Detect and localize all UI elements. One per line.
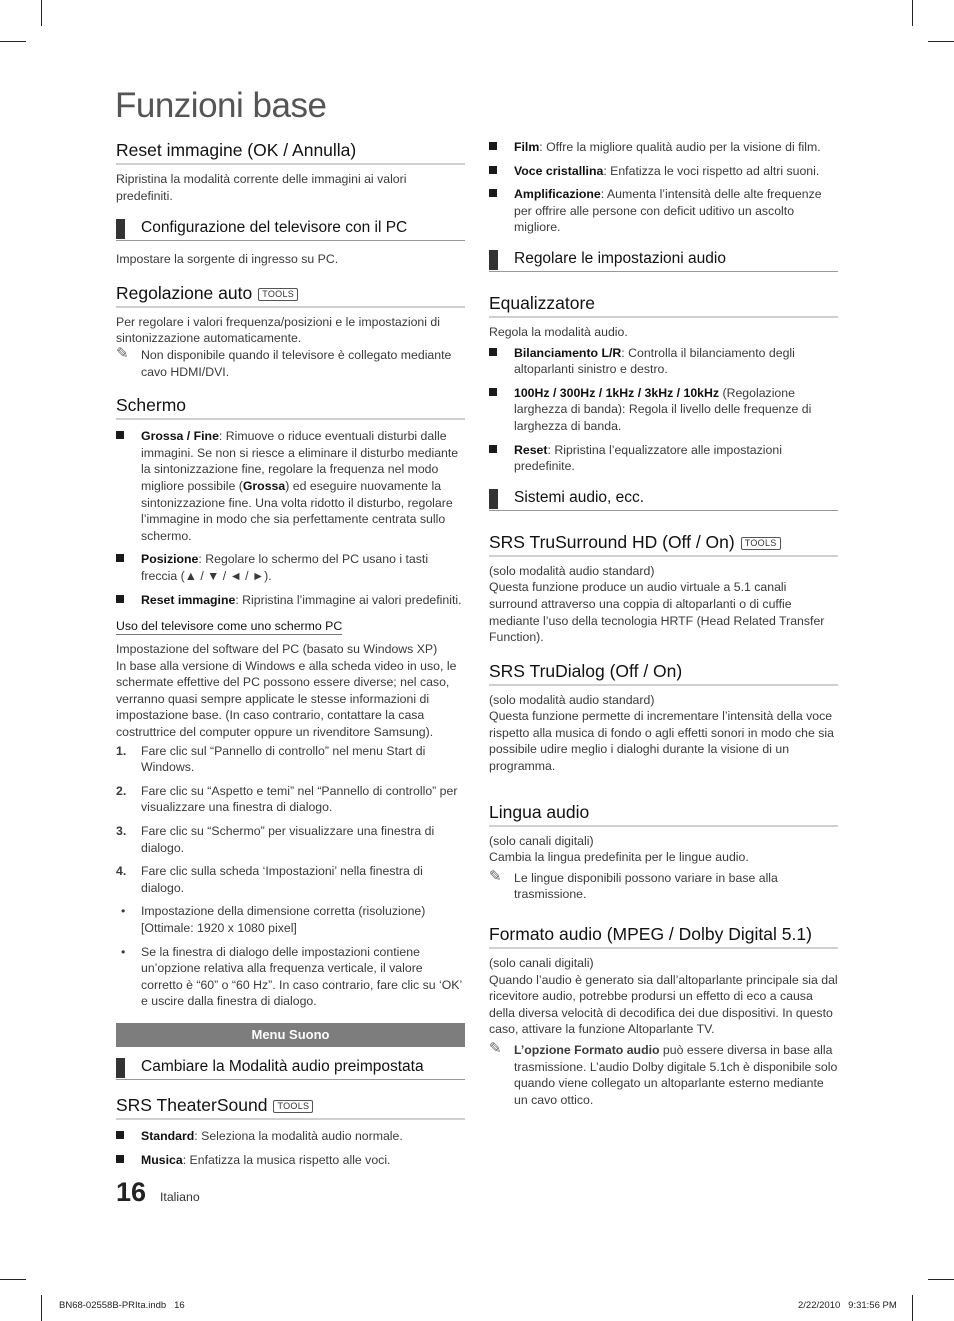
section-heading-auto: Regolazione auto TOOLS: [116, 282, 465, 308]
note: ✎ Non disponibile quando il televisore è collegato mediante cavo HDMI/DVI.: [116, 344, 452, 379]
note: ✎ Le lingue disponibili possono variare in base alla trasmissione.: [489, 867, 778, 902]
crop-mark: [41, 0, 42, 26]
heading-bar-icon: [489, 489, 498, 509]
mode-note: (solo modalità audio standard): [489, 692, 655, 707]
right-column: [489, 139, 838, 1116]
paragraph: Impostare la sorgente di ingresso su PC.: [116, 252, 339, 267]
subsection-heading-regolare: Regolare le impostazioni audio: [489, 249, 838, 272]
numbered-step: 1. Fare clic sul “Pannello di controllo” nel menu Start di Windows.: [116, 743, 426, 775]
crop-mark: [0, 1279, 26, 1280]
crop-mark: [912, 1295, 913, 1321]
section-heading-reset: Reset immagine (OK / Annulla): [116, 139, 465, 165]
page-number: 16: [116, 1177, 147, 1207]
bullet-dot-icon: •: [121, 944, 126, 959]
paragraph: Regola la modalità audio.: [489, 324, 628, 339]
bullet-square-icon: [116, 431, 124, 439]
list-item: Film: Offre la migliore qualità audio per la visione di film.: [489, 139, 838, 156]
list-item: Musica: Enfatizza la musica rispetto alle voci.: [116, 1152, 465, 1169]
subsection-heading-pc: Configurazione del televisore con il PC: [116, 218, 465, 241]
list-item: Amplificazione: Aumenta l’intensità delle alte frequenze per offrire alle persone con deficit uditivo un ascolto migliore.: [489, 186, 838, 236]
bullet-square-icon: [489, 189, 497, 197]
list-item: Posizione: Regolare lo schermo del PC usano i tasti freccia (▲ / ▼ / ◄ / ►).: [116, 551, 465, 584]
list-item: Grossa / Fine: Rimuove o riduce eventuali disturbi dalle immagini. Se non si riesce a eliminare il disturbo mediante la sintonizzazione fine, regolare la frequenza nel modo migliore possibile (Grossa) ed eseguire nuovamente la sintonizzazione fine. Una volta ridotto il disturbo, regolare l’immagine in modo che sia perfettamente centrata sullo schermo.: [116, 428, 465, 544]
dot-item: • Se la finestra di dialogo delle impostazioni contiene un’opzione relativa alla frequenza verticale, il valore corretto è “60” o “60 Hz”. In caso contrario, fare clic su ‘OK’ e uscire dalla finestra di dialogo.: [121, 944, 462, 1009]
dot-item: • Impostazione della dimensione corretta (risoluzione) [Ottimale: 1920 x 1080 pixel]: [121, 904, 426, 935]
paragraph: In base alla versione di Windows e alla scheda video in uso, le schermate effettive del PC possono essere diverse; nel caso, verranno quasi sempre applicate le stesse informazioni di impostazione base. (In caso contrario, contattare la casa costruttrice del computer oppure un rivenditore Samsung).: [116, 658, 457, 740]
list-item: Standard: Seleziona la modalità audio normale.: [116, 1128, 465, 1145]
pencil-note-icon: ✎: [489, 867, 502, 885]
bullet-square-icon: [116, 1131, 124, 1139]
bullet-square-icon: [489, 142, 497, 150]
pencil-note-icon: ✎: [489, 1040, 502, 1057]
paragraph: Ripristina la modalità corrente delle immagini ai valori predefiniti.: [116, 172, 407, 203]
page-title: Funzioni base: [115, 86, 327, 125]
tools-icon: TOOLS: [273, 1100, 313, 1113]
bullet-square-icon: [116, 1155, 124, 1163]
bullet-square-icon: [489, 348, 497, 356]
crop-mark: [41, 1295, 42, 1321]
print-slug-date: 2/22/2010 9:31:56 PM: [798, 1300, 897, 1311]
mode-note: (solo canali digitali): [489, 833, 594, 848]
mode-note: (solo canali digitali): [489, 956, 594, 971]
heading-bar-icon: [489, 250, 498, 270]
underlined-subheading: Uso del televisore come uno schermo PC: [116, 619, 343, 634]
paragraph: Questa funzione produce un audio virtuale a 5.1 canali surround attraverso una coppia di altoparlanti o di cuffie mediante l’uso della tecnologia HRTF (Head Related Transfer Function).: [489, 580, 825, 645]
bullet-dot-icon: •: [121, 904, 126, 919]
section-heading-theater: SRS TheaterSound TOOLS: [116, 1094, 465, 1120]
list-item: Reset: Ripristina l’equalizzatore alle impostazioni predefinite.: [489, 442, 838, 475]
bullet-square-icon: [489, 166, 497, 174]
section-heading-formato: Formato audio (MPEG / Dolby Digital 5.1): [489, 923, 838, 949]
paragraph: Quando l’audio è generato sia dall’altoparlante principale sia dal ricevitore audio, potrebbe prodursi un effetto di eco a causa della diversa velocità di decodifica dei due dispositivi. In questo caso, attivare la funzione Altoparlante TV.: [489, 972, 838, 1037]
section-heading-trusurround: SRS TruSurround HD (Off / On) TOOLS: [489, 531, 838, 557]
mode-note: (solo modalità audio standard): [489, 563, 655, 578]
section-heading-schermo: Schermo: [116, 394, 465, 420]
tools-icon: TOOLS: [741, 537, 781, 550]
crop-mark: [0, 41, 26, 42]
paragraph: Questa funzione permette di incrementare l’intensità della voce rispetto alla musica di fondo o agli effetti sonori in modo che sia possibile udire meglio i dialoghi durante la visione di un programma.: [489, 709, 834, 774]
subsection-heading-cambiare: Cambiare la Modalità audio preimpostata: [116, 1057, 465, 1080]
left-column: [116, 139, 465, 1175]
crop-mark: [928, 1279, 954, 1280]
list-item: Reset immagine: Ripristina l’immagine ai valori predefiniti.: [116, 592, 465, 609]
note: ✎ L’opzione Formato audio può essere diversa in base alla trasmissione. L’audio Dolby digitale 5.1ch è disponibile solo quando viene collegato un altoparlante esterno mediante un cavo ottico.: [489, 1040, 838, 1107]
page-language: Italiano: [160, 1190, 200, 1204]
section-heading-trudialog: SRS TruDialog (Off / On): [489, 660, 838, 686]
bullet-square-icon: [489, 388, 497, 396]
tools-icon: TOOLS: [258, 288, 298, 301]
numbered-step: 2. Fare clic su “Aspetto e temi” nel “Pannello di controllo” per visualizzare una finestra di dialogo.: [116, 783, 458, 815]
section-heading-lingua: Lingua audio: [489, 801, 838, 827]
list-item: Bilanciamento L/R: Controlla il bilanciamento degli altoparlanti sinistro e destro.: [489, 345, 838, 378]
list-item: Voce cristallina: Enfatizza le voci rispetto ad altri suoni.: [489, 163, 838, 180]
subsection-heading-sistemi: Sistemi audio, ecc.: [489, 488, 838, 511]
paragraph: Per regolare i valori frequenza/posizioni e le impostazioni di sintonizzazione automaticamente.: [116, 314, 440, 346]
bullet-square-icon: [116, 554, 124, 562]
print-slug-file: BN68-02558B-PRIta.indb 16: [59, 1300, 185, 1311]
section-heading-equalizzatore: Equalizzatore: [489, 292, 838, 318]
heading-bar-icon: [116, 1058, 125, 1078]
crop-mark: [928, 41, 954, 42]
pencil-note-icon: ✎: [116, 344, 129, 362]
heading-bar-icon: [116, 219, 125, 239]
crop-mark: [912, 0, 913, 26]
list-item: 100Hz / 300Hz / 1kHz / 3kHz / 10kHz (Regolazione larghezza di banda): Regola il livello delle frequenze di larghezza di banda.: [489, 385, 838, 435]
numbered-step: 4. Fare clic sulla scheda ‘Impostazioni’ nella finestra di dialogo.: [116, 864, 423, 895]
bullet-square-icon: [116, 595, 124, 603]
paragraph: Cambia la lingua predefinita per le lingue audio.: [489, 850, 749, 865]
menu-band: Menu Suono: [116, 1023, 465, 1047]
numbered-step: 3. Fare clic su “Schermo” per visualizzare una finestra di dialogo.: [116, 824, 435, 855]
paragraph: Impostazione del software del PC (basato su Windows XP): [116, 642, 438, 657]
bullet-square-icon: [489, 445, 497, 453]
